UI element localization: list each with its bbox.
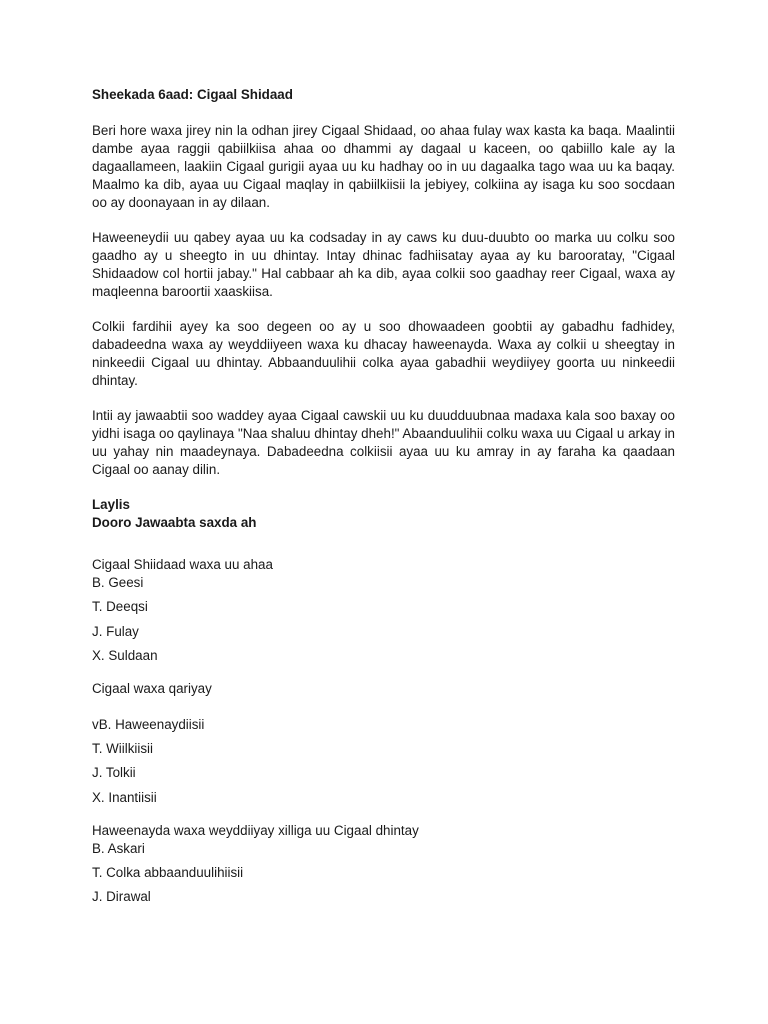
answer-options [92, 574, 675, 665]
question-prompt: Cigaal waxa qariyay [92, 680, 212, 696]
answer-option: T. Wiilkiisii [92, 741, 153, 757]
answer-option: B. Askari [92, 840, 145, 856]
story-paragraph-4: Intii ay jawaabtii soo waddey ayaa Cigaal cawskii uu ku duudduubnaa madaxa kala soo baxay oo yidhi isaga oo qaylinaya "Naa shaluu dhintay dheh!" Abaanduulihii colku waxa uu Cigaal u arkay in uu yahay nin maadeynaya. Dabadeedna colkiisii ayaa uu ku amray in ay faraha ka qaadaan Cigaal oo aanay dilin. [92, 408, 675, 477]
story-title: Sheekada 6aad: Cigaal Shidaad [92, 87, 293, 102]
answer-option: B. Geesi [92, 575, 144, 590]
story-paragraph-3: Colkii fardihii ayey ka soo degeen oo ay u soo dhowaadeen goobtii ay gabadhu fadhidey, dabadeedna waxa ay weyddiiyeen waxa ku dhacay haweenayda. Waxa ay colkii u sheegtay in ninkeedii Cigaal uu dhintay. Abbaanduulihii colka ayaa gabadhii weydiiyey goorta uu ninkeedii dhintay. [92, 319, 675, 388]
answer-option: J. Dirawal [92, 889, 151, 905]
answer-option: X. Suldaan [92, 647, 158, 663]
question-prompt: Haweenayda waxa weyddiiyay xilliga uu Cigaal dhintay [92, 822, 419, 838]
answer-option: vB. Haweenaydiisii [92, 716, 205, 732]
question-2 [92, 680, 675, 807]
answer-option: J. Tolkii [92, 765, 136, 781]
answer-option: T. Colka abbaanduulihiisii [92, 865, 244, 881]
answer-option: T. Deeqsi [92, 599, 148, 615]
story-paragraph-1: Beri hore waxa jirey nin la odhan jirey Cigaal Shidaad, oo ahaa fulay wax kasta ka baqa. Maalintii dambe ayaa raggii qabiilkiisa ahaa oo dhammi ay dagaal u kaceen, oo qabiillo kale ay la dagaallameen, laakiin Cigaal gurigii ayaa uu ku hadhay oo in uu dagaalka tago waa uu ka baqay. Maalmo ka dib, ayaa uu Cigaal maqlay in qabiilkiisii la jebiyey, colkiina ay isaga ku soo socdaan oo ay doonayaan in ay dilaan. [92, 123, 675, 210]
question-1 [92, 556, 675, 665]
document-page [92, 86, 675, 913]
question-prompt: Cigaal Shiidaad waxa uu ahaa [92, 557, 273, 572]
answer-options [92, 716, 675, 807]
exercise-instruction: Dooro Jawaabta saxda ah [92, 515, 257, 530]
answer-options [92, 840, 675, 907]
answer-option: J. Fulay [92, 623, 139, 639]
story-paragraph-2: Haweeneydii uu qabey ayaa uu ka codsaday in ay caws ku duu-duubto oo marka uu colku soo gaadho ay u sheegto in uu dhintay. Intay dhinac fadhiisatay ayaa ay ku barooratay, "Cigaal Shidaadow col hortii jabay." Hal cabbaar ah ka dib, ayaa colkii soo gaadhay reer Cigaal, waxa ay maqleenna baroortii xaaskiisa. [92, 230, 675, 299]
exercise-heading: Laylis [92, 497, 130, 512]
answer-option: X. Inantiisii [92, 789, 157, 805]
question-3 [92, 822, 675, 907]
